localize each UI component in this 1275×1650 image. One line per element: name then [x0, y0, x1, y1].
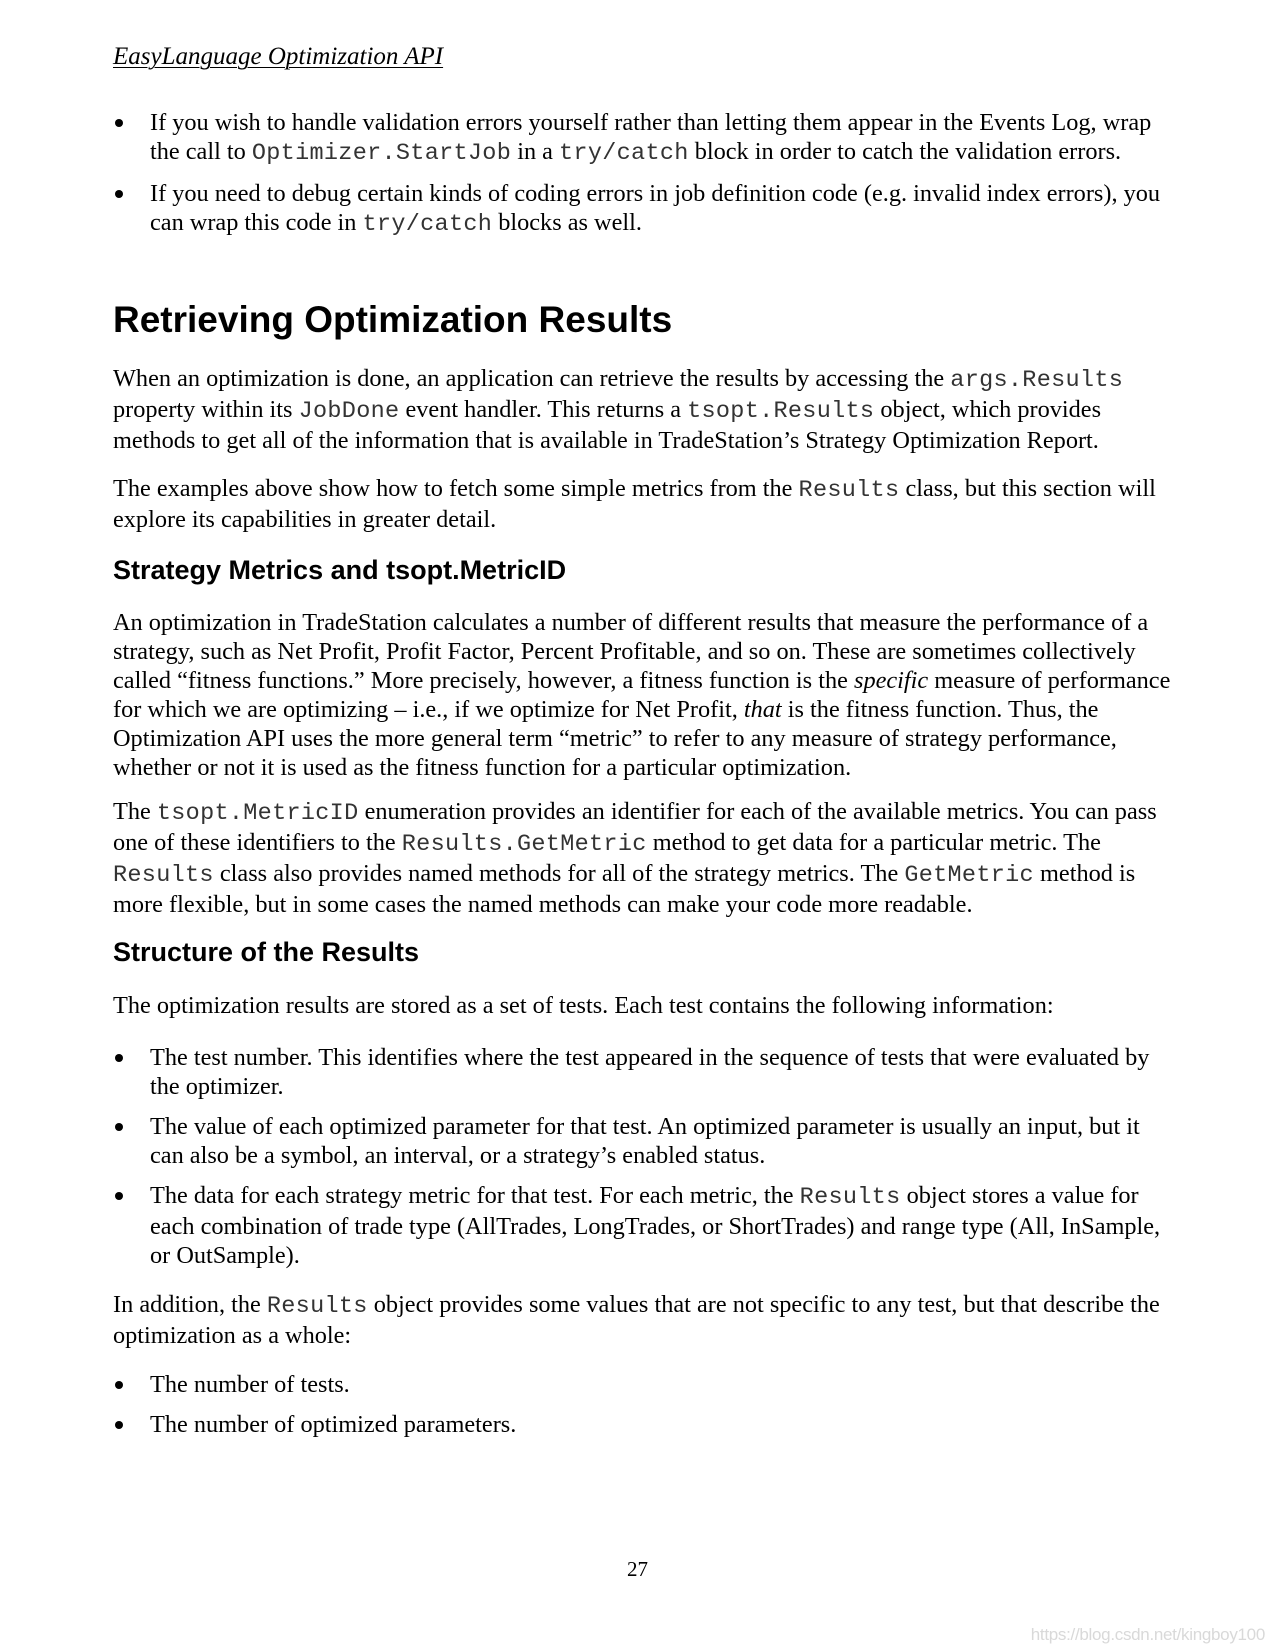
inline-code: Optimizer.StartJob [251, 140, 512, 167]
text-run: object, which provides methods to get all of the information that is available in TradeStation’s Strategy Optimization Report. [113, 396, 1102, 454]
text-run: object provides some values that are not specific to any test, but that describe the optimization as a whole: [113, 1291, 1160, 1349]
watermark: https://blog.csdn.net/kingboy100 [1030, 1625, 1265, 1644]
paragraph-metrics-1 [113, 608, 1173, 782]
bullet-icon [115, 1192, 123, 1200]
bullet-item [113, 1370, 1173, 1399]
bullet-text [150, 109, 1151, 165]
text-run: The optimization results are stored as a set of tests. Each test contains the following information: [113, 992, 1054, 1019]
test-info-bullet-list [113, 1043, 1173, 1270]
bullet-item [113, 1410, 1173, 1439]
inline-code: Results [799, 1184, 901, 1211]
paragraph-structure-addition [113, 1290, 1173, 1350]
text-run: The test number. This identifies where the test appeared in the sequence of tests that were evaluated by the optimizer. [150, 1044, 1150, 1100]
bullet-text [150, 1411, 516, 1438]
inline-code: tsopt.Results [687, 398, 875, 425]
bullet-item [113, 179, 1173, 239]
text-run: class also provides named methods for all of the strategy metrics. The [213, 860, 905, 887]
text-run: The [113, 798, 157, 825]
section-heading-metrics: Strategy Metrics and tsopt.MetricID [113, 555, 567, 585]
section-heading-retrieving: Retrieving Optimization Results [113, 299, 673, 340]
bullet-item [113, 1043, 1173, 1101]
text-run: blocks as well. [492, 209, 642, 236]
bullet-text [150, 1371, 350, 1398]
text-run: is the fitness function. Thus, the Optimization API uses the more general term “metric” to refer to any measure of strategy performance, whether or not it is used as the fitness function for a particular optimization. [113, 696, 1117, 781]
bullet-item [113, 1181, 1173, 1270]
paragraph-structure-intro [113, 991, 1173, 1020]
text-run: When an optimization is done, an application can retrieve the results by accessing the [113, 365, 951, 392]
emphasis-text: that [743, 696, 782, 723]
text-run: block in order to catch the validation errors. [688, 138, 1122, 165]
text-run: class, but this section will explore its capabilities in greater detail. [113, 475, 1156, 533]
text-run: enumeration provides an identifier for each of the available metrics. You can pass one of these identifiers to the [113, 798, 1157, 856]
bullet-item [113, 1112, 1173, 1170]
bullet-icon [115, 119, 123, 127]
bullet-icon [115, 1123, 123, 1131]
bullet-text [150, 1044, 1149, 1100]
text-run: method is more flexible, but in some cases the named methods can make your code more readable. [113, 860, 1136, 918]
text-run: method to get data for a particular metric. The [646, 829, 1101, 856]
text-run: If you wish to handle validation errors yourself rather than letting them appear in the Events Log, wrap the call to [150, 109, 1152, 165]
text-run: The number of tests. [150, 1371, 350, 1398]
running-header: EasyLanguage Optimization API [113, 43, 444, 70]
intro-bullet-list [113, 108, 1173, 239]
bullet-icon [115, 190, 123, 198]
text-run: property within its [113, 396, 299, 423]
text-run: In addition, the [113, 1291, 267, 1318]
text-run: in a [511, 138, 560, 165]
text-run: If you need to debug certain kinds of coding errors in job definition code (e.g. invalid index errors), you can wrap this code in [150, 180, 1161, 236]
bullet-item [113, 108, 1173, 168]
text-run: The value of each optimized parameter for that test. An optimized parameter is usually an input, but it can also be a symbol, an interval, or a strategy’s enabled status. [150, 1113, 1140, 1169]
paragraph-retrieving-1 [113, 364, 1173, 455]
text-run: event handler. This returns a [399, 396, 688, 423]
inline-code: Results [266, 1293, 368, 1320]
text-run: The data for each strategy metric for that test. For each metric, the [150, 1182, 800, 1209]
inline-code: try/catch [559, 140, 689, 167]
emphasis-text: specific [853, 667, 929, 694]
section-heading-structure: Structure of the Results [113, 937, 420, 967]
paragraph-metrics-2 [113, 797, 1173, 919]
paragraph-retrieving-2 [113, 474, 1173, 534]
inline-code: tsopt.MetricID [156, 800, 359, 827]
bullet-icon [115, 1421, 123, 1429]
text-run: The number of optimized parameters. [150, 1411, 517, 1438]
text-run: The examples above show how to fetch some simple metrics from the [113, 475, 799, 502]
inline-code: Results.GetMetric [401, 831, 647, 858]
bullet-text [150, 180, 1160, 236]
inline-code: try/catch [362, 211, 493, 238]
page-number: 27 [627, 1557, 648, 1581]
inline-code: JobDone [298, 398, 400, 425]
bullet-text [150, 1113, 1140, 1169]
bullet-text [150, 1182, 1160, 1269]
whole-info-bullet-list [113, 1370, 1173, 1439]
bullet-icon [115, 1054, 123, 1062]
inline-code: GetMetric [904, 862, 1034, 889]
inline-code: Results [113, 862, 214, 889]
bullet-icon [115, 1381, 123, 1389]
inline-code: Results [798, 477, 900, 504]
text-run: measure of performance for which we are optimizing – i.e., if we optimize for Net Profit, [113, 667, 1171, 723]
inline-code: args.Results [950, 367, 1124, 394]
text-run: An optimization in TradeStation calculates a number of different results that measure the performance of a strategy, such as Net Profit, Profit Factor, Percent Profitable, and so on. These are sometimes collectively called “fitness functions.” More precisely, however, a fitness function is the [113, 609, 1149, 694]
text-run: object stores a value for each combination of trade type (AllTrades, LongTrades, or ShortTrades) and range type (All, InSample, or OutSample). [150, 1182, 1161, 1269]
